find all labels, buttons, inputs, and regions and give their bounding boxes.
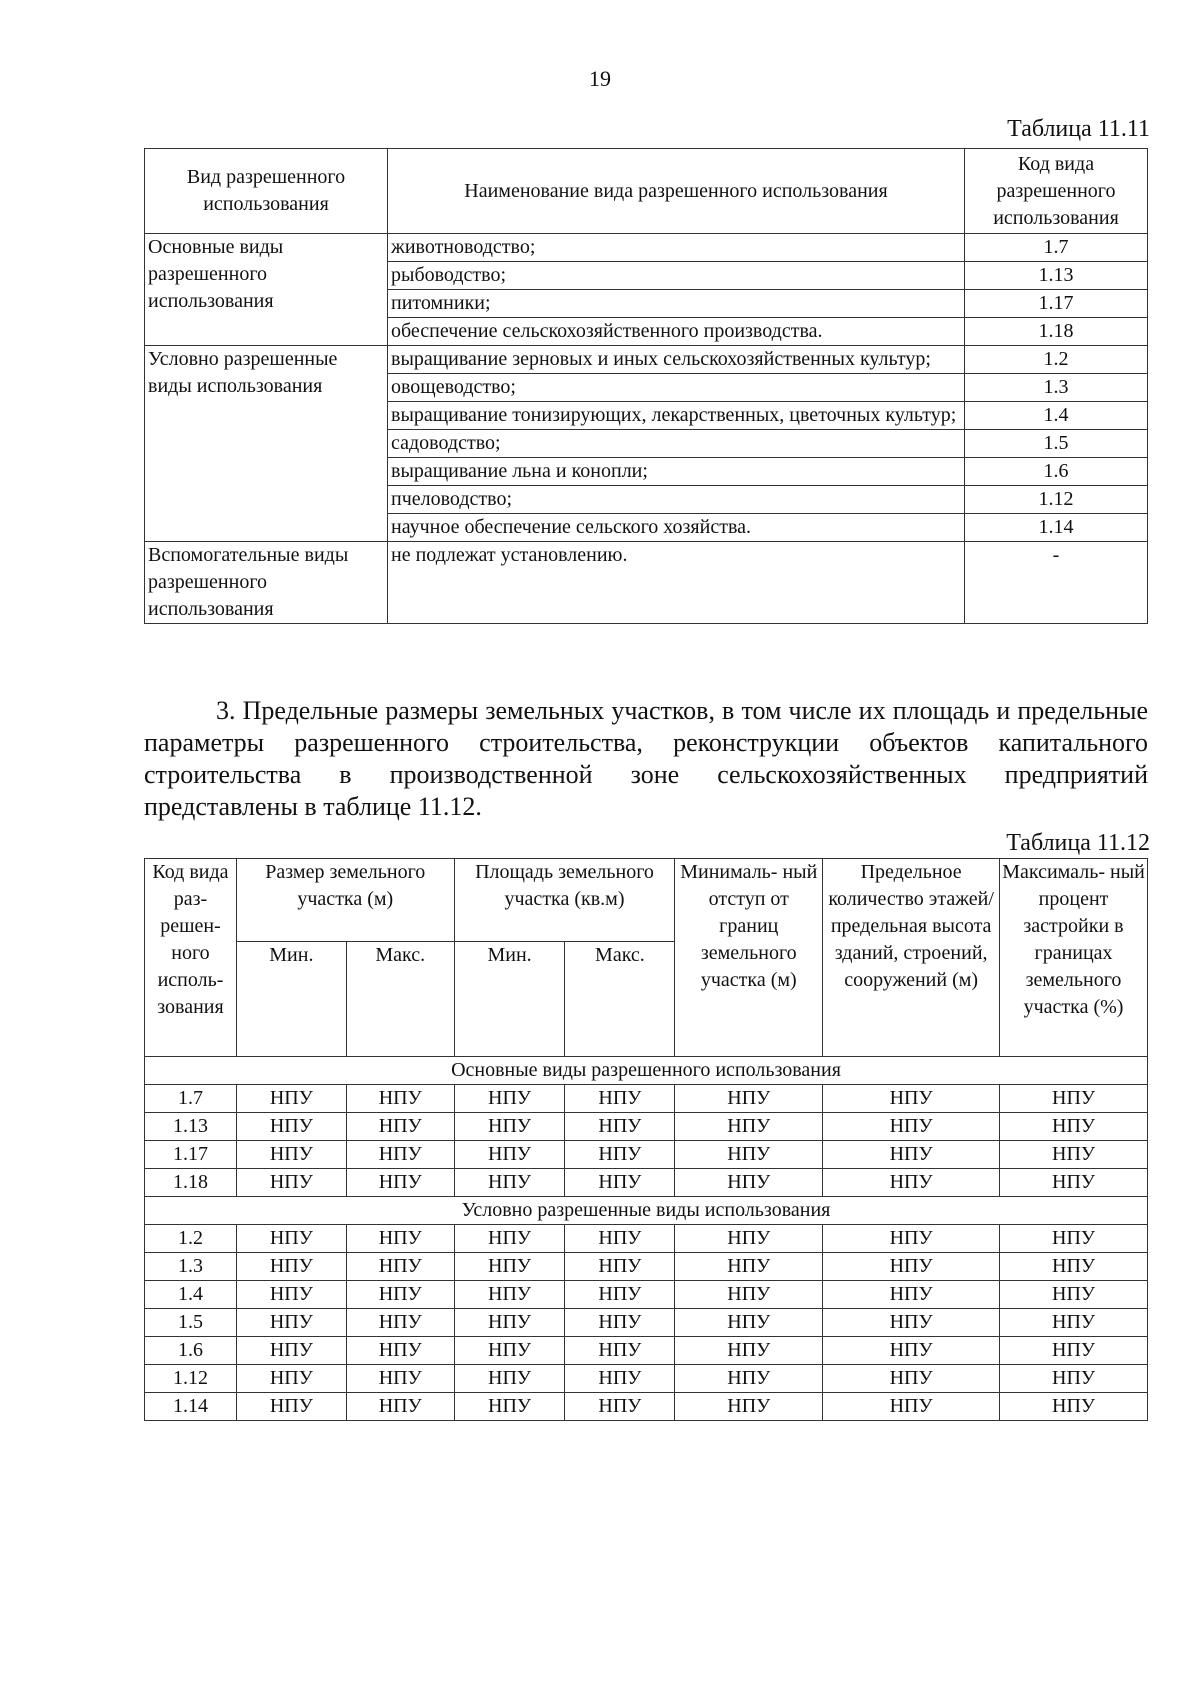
table-cell: НПУ: [823, 1085, 1000, 1113]
table-row: [145, 1281, 1148, 1309]
table-cell: НПУ: [454, 1169, 565, 1197]
table-cell: НПУ: [454, 1281, 565, 1309]
table-row: [145, 1253, 1148, 1281]
use-code: 1.7: [965, 234, 1148, 262]
table-cell: НПУ: [1000, 1337, 1148, 1365]
table-cell: НПУ: [565, 1281, 675, 1309]
page-number: 19: [589, 66, 611, 91]
table-cell: НПУ: [346, 1169, 454, 1197]
table-cell: НПУ: [823, 1281, 1000, 1309]
table-cell: НПУ: [1000, 1225, 1148, 1253]
table-cell: НПУ: [565, 1337, 675, 1365]
table-cell: НПУ: [236, 1141, 346, 1169]
use-code: 1.12: [145, 1365, 237, 1393]
table-row: [145, 1085, 1148, 1113]
table-cell: НПУ: [346, 1365, 454, 1393]
use-name: питомники;: [388, 290, 965, 318]
header-size-min: Мин.: [236, 942, 346, 1057]
use-code: 1.6: [965, 458, 1148, 486]
use-code: 1.2: [965, 346, 1148, 374]
table-row: [145, 1337, 1148, 1365]
table-11-11: [144, 148, 1148, 624]
table-cell: НПУ: [675, 1085, 823, 1113]
use-name: обеспечение сельскохозяйственного производства.: [388, 318, 965, 346]
table-cell: НПУ: [675, 1169, 823, 1197]
table-cell: НПУ: [675, 1337, 823, 1365]
table-cell: НПУ: [823, 1113, 1000, 1141]
group-label: Условно разрешенные виды использования: [145, 1197, 1148, 1225]
table-cell: НПУ: [346, 1337, 454, 1365]
table-cell: НПУ: [236, 1169, 346, 1197]
table-cell: НПУ: [1000, 1141, 1148, 1169]
table-cell: НПУ: [1000, 1085, 1148, 1113]
table-cell: НПУ: [236, 1393, 346, 1421]
table-cell: НПУ: [1000, 1253, 1148, 1281]
table-cell: НПУ: [236, 1085, 346, 1113]
table-cell: НПУ: [346, 1309, 454, 1337]
use-code: 1.13: [965, 262, 1148, 290]
group-label: Основные виды разрешенного использования: [145, 234, 388, 346]
table-cell: НПУ: [454, 1225, 565, 1253]
table-cell: НПУ: [454, 1309, 565, 1337]
table-cell: НПУ: [454, 1113, 565, 1141]
table-row: [145, 1113, 1148, 1141]
table-cell: НПУ: [454, 1085, 565, 1113]
use-code: 1.12: [965, 486, 1148, 514]
table-cell: НПУ: [454, 1253, 565, 1281]
use-code: 1.6: [145, 1337, 237, 1365]
table-cell: НПУ: [346, 1393, 454, 1421]
header-name: Наименование вида разрешенного использования: [388, 149, 965, 234]
table-row: [145, 1141, 1148, 1169]
table-cell: НПУ: [454, 1365, 565, 1393]
use-code: 1.5: [145, 1309, 237, 1337]
table-cell: НПУ: [565, 1085, 675, 1113]
header-area: Площадь земельного участка (кв.м): [454, 859, 675, 942]
use-code: 1.18: [965, 318, 1148, 346]
table-cell: НПУ: [675, 1225, 823, 1253]
table-11-11-caption: Таблица 11.11: [1007, 116, 1150, 142]
table-cell: НПУ: [675, 1141, 823, 1169]
table-row: [145, 1169, 1148, 1197]
use-code: 1.18: [145, 1169, 237, 1197]
table-cell: НПУ: [565, 1309, 675, 1337]
table-cell: НПУ: [236, 1309, 346, 1337]
table-cell: НПУ: [236, 1253, 346, 1281]
use-name: овощеводство;: [388, 374, 965, 402]
header-area-min: Мин.: [454, 942, 565, 1057]
group-label: Основные виды разрешенного использования: [145, 1057, 1148, 1085]
table-cell: НПУ: [823, 1337, 1000, 1365]
use-code: 1.5: [965, 430, 1148, 458]
table-cell: НПУ: [346, 1085, 454, 1113]
table-cell: НПУ: [823, 1225, 1000, 1253]
table-cell: НПУ: [236, 1113, 346, 1141]
table-cell: НПУ: [823, 1393, 1000, 1421]
use-code: 1.3: [145, 1253, 237, 1281]
use-code: 1.14: [965, 514, 1148, 542]
table-row: [145, 1225, 1148, 1253]
table-cell: НПУ: [1000, 1169, 1148, 1197]
table-cell: НПУ: [236, 1225, 346, 1253]
table-cell: НПУ: [1000, 1281, 1148, 1309]
table-cell: НПУ: [236, 1365, 346, 1393]
table-row: [145, 1309, 1148, 1337]
table-cell: НПУ: [675, 1253, 823, 1281]
table-cell: НПУ: [675, 1281, 823, 1309]
header-code: Код вида раз- решен- ного исполь- зования: [145, 859, 237, 1057]
use-name: садоводство;: [388, 430, 965, 458]
header-size: Размер земельного участка (м): [236, 859, 454, 942]
use-code: 1.17: [145, 1141, 237, 1169]
table-cell: НПУ: [454, 1337, 565, 1365]
table-cell: НПУ: [454, 1141, 565, 1169]
table-cell: НПУ: [346, 1253, 454, 1281]
table-header-row: [145, 149, 1148, 234]
table-cell: НПУ: [565, 1365, 675, 1393]
group-row: [145, 1057, 1148, 1085]
use-code: 1.2: [145, 1225, 237, 1253]
group-label: Вспомогательные виды разрешенного использования: [145, 542, 388, 624]
table-cell: НПУ: [236, 1281, 346, 1309]
use-code: 1.13: [145, 1113, 237, 1141]
header-area-max: Макс.: [565, 942, 675, 1057]
use-name: выращивание льна и конопли;: [388, 458, 965, 486]
table-cell: НПУ: [823, 1253, 1000, 1281]
table-header-row: [145, 859, 1148, 942]
use-name: выращивание зерновых и иных сельскохозяйственных культур;: [388, 346, 965, 374]
group-label: Условно разрешенные виды использования: [145, 346, 388, 542]
table-cell: НПУ: [1000, 1113, 1148, 1141]
table-row: [145, 542, 1148, 624]
table-cell: НПУ: [1000, 1393, 1148, 1421]
header-code: Код вида разрешенного использования: [965, 149, 1148, 234]
table-row: [145, 346, 1148, 374]
table-cell: НПУ: [565, 1393, 675, 1421]
header-percent: Максималь- ный процент застройки в границах земельного участка (%): [1000, 859, 1148, 1057]
use-name: рыбоводство;: [388, 262, 965, 290]
table-cell: НПУ: [454, 1393, 565, 1421]
table-row: [145, 234, 1148, 262]
table-11-12-caption: Таблица 11.12: [1006, 830, 1150, 856]
use-code: 1.14: [145, 1393, 237, 1421]
table-cell: НПУ: [675, 1393, 823, 1421]
table-cell: НПУ: [823, 1141, 1000, 1169]
table-row: [145, 1393, 1148, 1421]
header-kind: Вид разрешенного использования: [145, 149, 388, 234]
table-cell: НПУ: [346, 1281, 454, 1309]
header-floors: Предельное количество этажей/ предельная высота зданий, строений, сооружений (м): [823, 859, 1000, 1057]
table-cell: НПУ: [346, 1225, 454, 1253]
use-name: научное обеспечение сельского хозяйства.: [388, 514, 965, 542]
paragraph-3: 3. Предельные размеры земельных участков, в том числе их площадь и предельные параметры разрешенного строительства, реконструкции объектов капитального строительства в производственной зоне сельскохозяйственных предприятий представлены в таблице 11.12.: [144, 696, 1148, 821]
use-name: животноводство;: [388, 234, 965, 262]
use-code: -: [965, 542, 1148, 624]
table-cell: НПУ: [565, 1113, 675, 1141]
use-code: 1.4: [145, 1281, 237, 1309]
header-size-max: Макс.: [346, 942, 454, 1057]
header-offset: Минималь- ный отступ от границ земельного участка (м): [675, 859, 823, 1057]
table-cell: НПУ: [1000, 1309, 1148, 1337]
table-cell: НПУ: [346, 1113, 454, 1141]
table-cell: НПУ: [823, 1365, 1000, 1393]
table-row: [145, 1365, 1148, 1393]
use-code: 1.4: [965, 402, 1148, 430]
table-cell: НПУ: [823, 1309, 1000, 1337]
table-cell: НПУ: [565, 1141, 675, 1169]
use-name: выращивание тонизирующих, лекарственных, цветочных культур;: [388, 402, 965, 430]
table-cell: НПУ: [565, 1169, 675, 1197]
table-cell: НПУ: [675, 1113, 823, 1141]
table-cell: НПУ: [236, 1337, 346, 1365]
use-code: 1.7: [145, 1085, 237, 1113]
table-cell: НПУ: [675, 1309, 823, 1337]
table-11-12: [144, 858, 1148, 1421]
table-cell: НПУ: [1000, 1365, 1148, 1393]
table-cell: НПУ: [675, 1365, 823, 1393]
group-row: [145, 1197, 1148, 1225]
table-cell: НПУ: [565, 1225, 675, 1253]
use-name: пчеловодство;: [388, 486, 965, 514]
use-code: 1.3: [965, 374, 1148, 402]
use-name: не подлежат установлению.: [388, 542, 965, 624]
use-code: 1.17: [965, 290, 1148, 318]
table-cell: НПУ: [823, 1169, 1000, 1197]
table-cell: НПУ: [565, 1253, 675, 1281]
table-cell: НПУ: [346, 1141, 454, 1169]
